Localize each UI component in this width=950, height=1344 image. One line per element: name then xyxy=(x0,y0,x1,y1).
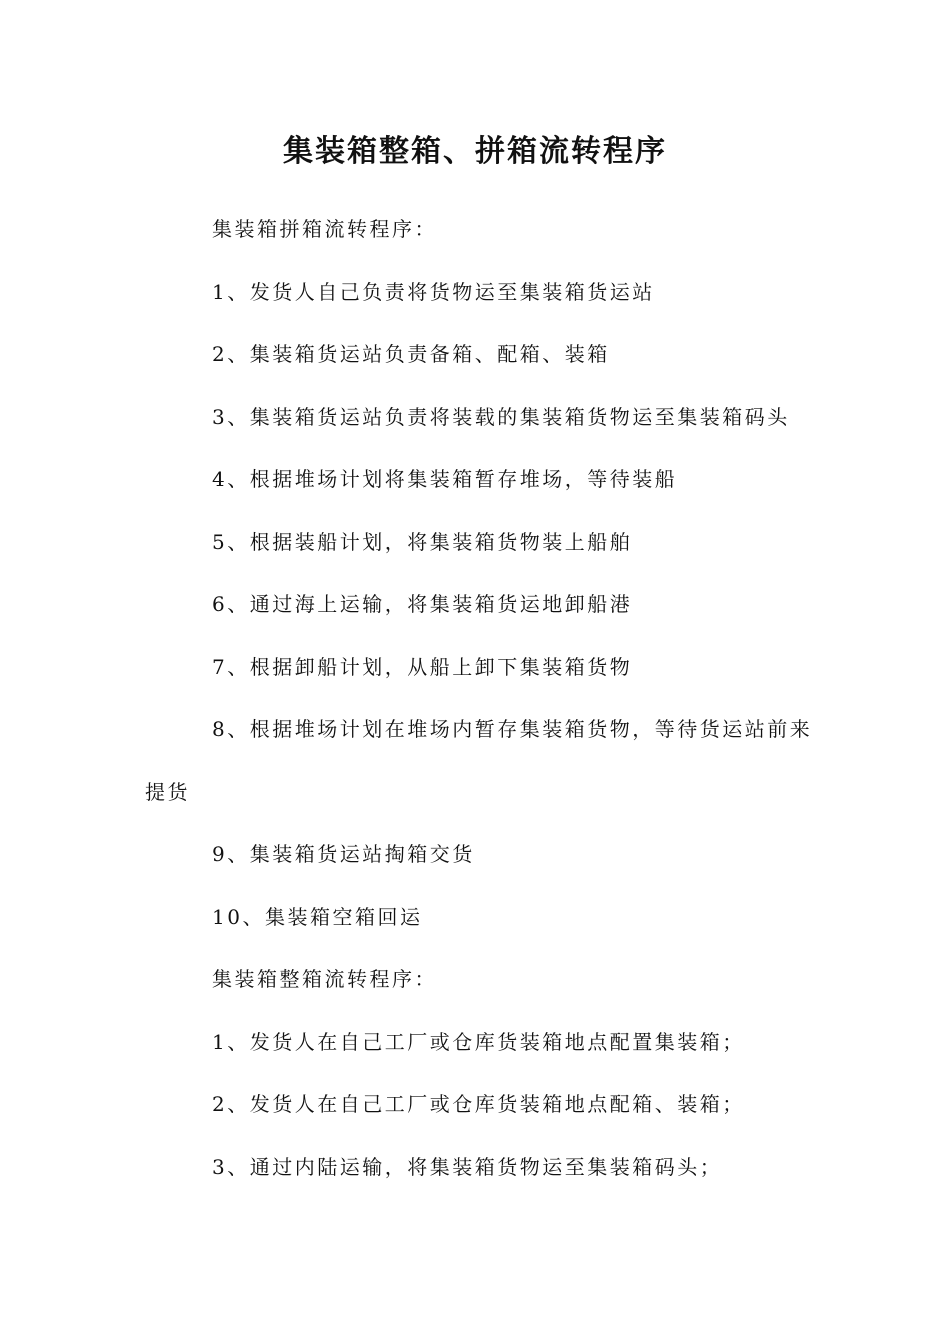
lcl-step: 9、集装箱货运站掏箱交货 xyxy=(212,842,475,866)
lcl-step: 3、集装箱货运站负责将装载的集装箱货物运至集装箱码头 xyxy=(212,404,790,429)
document-body xyxy=(145,198,815,1198)
lcl-step: 2、集装箱货运站负责备箱、配箱、装箱 xyxy=(212,342,610,366)
fcl-step: 1、发货人在自己工厂或仓库货装箱地点配置集装箱； xyxy=(212,1029,745,1054)
fcl-section-heading: 集装箱整箱流转程序： xyxy=(212,967,437,991)
lcl-step: 10、集装箱空箱回运 xyxy=(212,904,423,929)
lcl-step-continuation: 提货 xyxy=(145,779,190,804)
lcl-step: 8、根据堆场计划在堆场内暂存集装箱货物，等待货运站前来 xyxy=(212,717,813,741)
lcl-step: 6、通过海上运输，将集装箱货运地卸船港 xyxy=(212,592,633,616)
lcl-step: 1、发货人自己负责将货物运至集装箱货运站 xyxy=(212,279,655,304)
lcl-step: 5、根据装船计划，将集装箱货物装上船舶 xyxy=(212,529,633,554)
lcl-step: 7、根据卸船计划，从船上卸下集装箱货物 xyxy=(212,654,633,679)
fcl-step: 2、发货人在自己工厂或仓库货装箱地点配箱、装箱； xyxy=(212,1092,745,1116)
document-title: 集装箱整箱、拼箱流转程序 xyxy=(283,134,667,169)
fcl-step: 3、通过内陆运输，将集装箱货物运至集装箱码头； xyxy=(212,1154,723,1179)
lcl-section-heading: 集装箱拼箱流转程序： xyxy=(212,217,437,241)
lcl-step: 4、根据堆场计划将集装箱暂存堆场，等待装船 xyxy=(212,467,678,491)
